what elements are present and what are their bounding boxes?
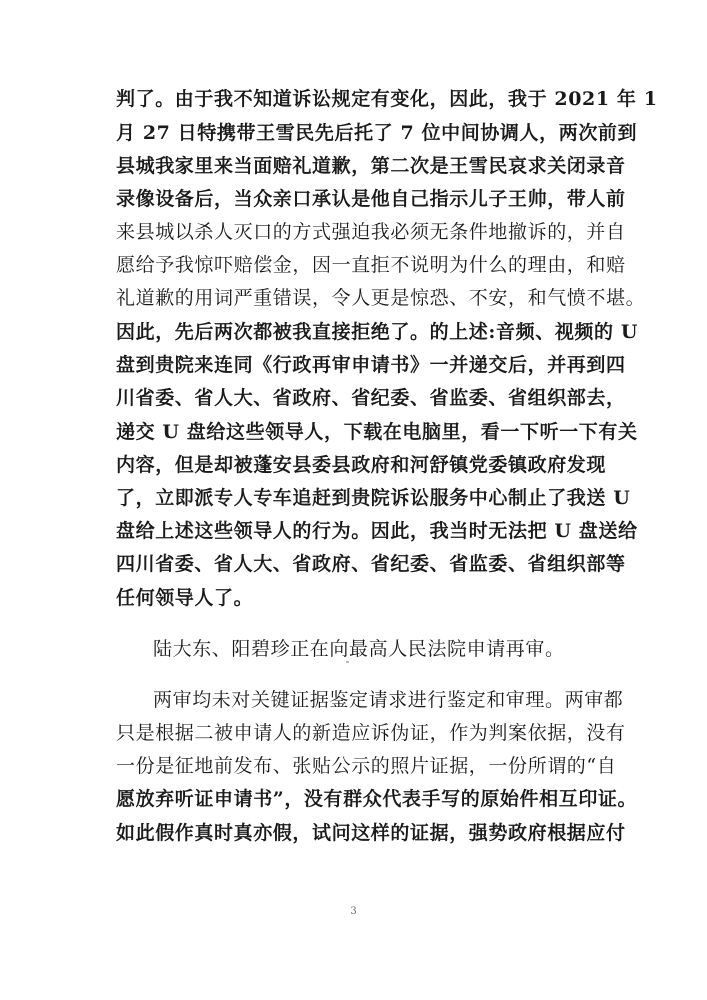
text-line-22: 如此假作真时真亦假，试问这样的证据，强势政府根据应付 <box>116 822 626 844</box>
text-line-13: 了，立即派专人专车追赶到贵院诉讼服务中心制止了我送 U <box>116 487 631 509</box>
text-line-8: 因此，先后两次都被我直接拒绝了。的上述:音频、视频的 U <box>116 321 638 343</box>
text-line-12: 内容，但是却被蓬安县委县政府和河舒镇党委镇政府发现 <box>116 454 607 476</box>
text-line-2: 月 27 日特携带王雪民先后托了 7 位中间协调人，两次前到 <box>116 122 638 144</box>
text-line-3: 县城我家里来当面赔礼道歉，第二次是王雪民哀求关闭录音 <box>116 155 626 177</box>
text-line-20: 一份是征地前发布、张贴公示的照片证据，一份所谓的“自 <box>116 755 617 777</box>
text-line-21: 愿放弃听证申请书”，没有群众代表手写的原始件相互印证。 <box>116 788 638 810</box>
text-line-19: 只是根据二被申请人的新造应诉伪证，作为判案依据，没有 <box>116 722 626 744</box>
text-line-17: 陆大东、阳碧珍正在向最高人民法院申请再审。 <box>153 638 565 660</box>
text-line-4: 录像设备后，当众亲口承认是他自己指示儿子王帅，带人前 <box>116 188 626 210</box>
text-line-16: 任何领导人了。 <box>116 587 254 609</box>
text-line-6: 愿给予我惊吓赔偿金，因一直拒不说明为什么的理由，和赔 <box>116 254 626 276</box>
text-line-9: 盘到贵院来连同《行政再审申请书》一并递交后，并再到四 <box>116 354 626 376</box>
text-line-10: 川省委、省人大、省政府、省纪委、省监委、省组织部去， <box>116 387 626 409</box>
text-line-14: 盘给上述这些领导人的行为。因此，我当时无法把 U 盘送给 <box>116 520 638 542</box>
page-number: 3 <box>350 906 357 917</box>
text-line-11: 递交 U 盘给这些领导人，下载在电脑里，看一下听一下有关 <box>116 421 638 443</box>
scan-speck <box>346 661 349 663</box>
text-line-18: 两审均未对关键证据鉴定请求进行鉴定和审理。两审都 <box>153 689 624 711</box>
text-line-7: 礼道歉的用词严重错误，令人更是惊恐、不安，和气愤不堪。 <box>116 287 646 309</box>
text-line-5: 来县城以杀人灭口的方式强迫我必须无条件地撤诉的，并自 <box>116 221 626 243</box>
text-line-15: 四川省委、省人大、省政府、省纪委、省监委、省组织部等 <box>116 553 626 575</box>
text-line-1: 判了。由于我不知道诉讼规定有变化，因此，我于 2021 年 1 <box>116 88 658 110</box>
